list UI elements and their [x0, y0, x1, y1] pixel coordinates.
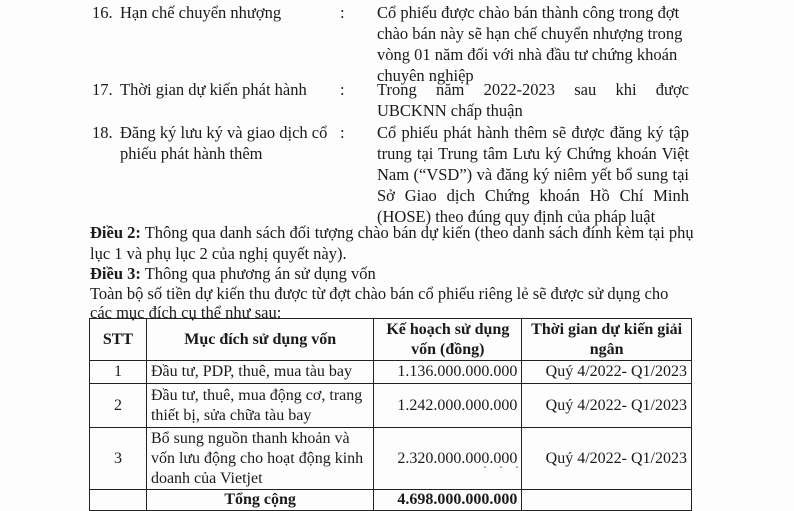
item-18-value-line: Sở Giao dịch Chứng khoán Hồ Chí Minh [377, 186, 689, 205]
scan-speck [516, 466, 518, 468]
row-stt: 1 [90, 361, 147, 384]
row-purpose [146, 384, 373, 428]
item-17-value-line: Trong năm 2022-2023 sau khi được [377, 80, 689, 99]
dieu-2-heading: Điều 2: [90, 223, 141, 242]
header-stt: STT [90, 319, 147, 361]
item-18-value-line: Cổ phiếu phát hành thêm sẽ được đăng ký tập [377, 123, 689, 142]
item-16-colon: : [340, 3, 345, 22]
item-17-label [120, 79, 340, 100]
item-16-number: 16. [92, 3, 113, 22]
table-row [90, 384, 692, 428]
row-amount: 1.242.000.000.000 [374, 384, 522, 428]
table-row [90, 361, 692, 384]
item-17-number: 17. [92, 80, 113, 99]
total-amount: 4.698.000.000.000 [374, 490, 522, 511]
row-amount: 1.136.000.000.000 [374, 361, 522, 384]
dieu-3-heading: Điều 3: [90, 264, 141, 283]
item-18-colon: : [340, 123, 345, 142]
item-18-value-line: Nam (“VSD”) và đăng ký niêm yết bổ sung tại [377, 165, 689, 184]
row-time: Quý 4/2022- Q1/2023 [522, 384, 692, 428]
dieu-2-paragraph [90, 222, 694, 243]
scan-speck [484, 466, 486, 468]
scan-speck [500, 466, 502, 468]
table-row [90, 428, 692, 490]
row-stt: 2 [90, 384, 147, 428]
row-purpose-line: thiết bị, sửa chữa tàu bay [150, 406, 312, 424]
header-plan-line: vốn (đồng) [411, 340, 485, 358]
row-purpose-line: doanh của Vietjet [150, 469, 263, 487]
row-purpose [146, 361, 373, 384]
row-purpose-line: Đầu tư, thuê, mua động cơ, trang [150, 386, 363, 404]
row-purpose-line: Bổ sung nguồn thanh khoản và [150, 429, 350, 447]
item-16-value-line: vòng 01 năm đối với nhà đầu tư chứng khoán [377, 45, 678, 64]
item-17-label-line: Thời gian dự kiến phát hành [120, 80, 307, 99]
header-time [522, 319, 692, 361]
row-time: Quý 4/2022- Q1/2023 [522, 361, 692, 384]
total-label: Tổng cộng [146, 490, 373, 511]
row-amount: 2.320.000.000.000 [374, 428, 522, 490]
row-purpose-line: vốn lưu động cho hoạt động kinh [150, 449, 364, 467]
item-17-value [377, 79, 689, 121]
intro-line1: Toàn bộ số tiền dự kiến thu được từ đợt chào bán cổ phiếu riêng lẻ sẽ được sử dụng cho [90, 284, 669, 303]
dieu-3-text: Thông qua phương án sử dụng vốn [140, 264, 376, 283]
row-stt: 3 [90, 428, 147, 490]
capital-usage-table [89, 318, 692, 511]
header-time-line: Thời gian dự kiến giải [531, 320, 683, 338]
total-empty-cell [90, 490, 147, 511]
header-purpose: Mục đích sử dụng vốn [146, 319, 373, 361]
intro-line2: các mục đích cụ thể như sau: [90, 303, 282, 322]
row-time: Quý 4/2022- Q1/2023 [522, 428, 692, 490]
item-18-number: 18. [92, 123, 113, 142]
item-16-label [120, 2, 340, 23]
table-header-row [90, 319, 692, 361]
header-time-line: ngân [589, 340, 624, 358]
dieu-2-text: Thông qua danh sách đối tượng chào bán dự kiến (theo danh sách đính kèm tại phụ [140, 223, 694, 242]
item-18-value-line: (HOSE) theo đúng quy định của pháp luật [377, 207, 656, 226]
item-18-label [120, 122, 340, 164]
item-16-value [377, 2, 689, 86]
item-16-label-line: Hạn chế chuyển nhượng [120, 3, 282, 22]
item-18-value [377, 122, 689, 227]
item-17-value-line: UBCKNN chấp thuận [377, 101, 523, 120]
item-16-value-line: Cổ phiếu được chào bán thành công trong đợt [377, 3, 680, 22]
item-17-colon: : [340, 80, 345, 99]
total-time-empty [522, 490, 692, 511]
item-18-label-line: Đăng ký lưu ký và giao dịch cổ [120, 123, 328, 142]
header-plan-line: Kế hoạch sử dụng [386, 320, 510, 338]
table-total-row [90, 490, 692, 511]
row-purpose-line: Đầu tư, PDP, thuê, mua tàu bay [150, 363, 353, 380]
dieu-2-text-line2: lục 1 và phụ lục 2 của nghị quyết này). [90, 244, 347, 263]
item-18-value-line: trung tại Trung tâm Lưu ký Chứng khoán Việt [377, 144, 689, 163]
dieu-3-paragraph [90, 263, 376, 284]
row-purpose [146, 428, 373, 490]
header-plan [374, 319, 522, 361]
item-16-value-line: chào bán này sẽ hạn chế chuyển nhượng trong [377, 24, 683, 43]
item-16-value-line: chuyên nghiệp [377, 66, 474, 85]
item-18-label-line: phiếu phát hành thêm [120, 144, 263, 163]
